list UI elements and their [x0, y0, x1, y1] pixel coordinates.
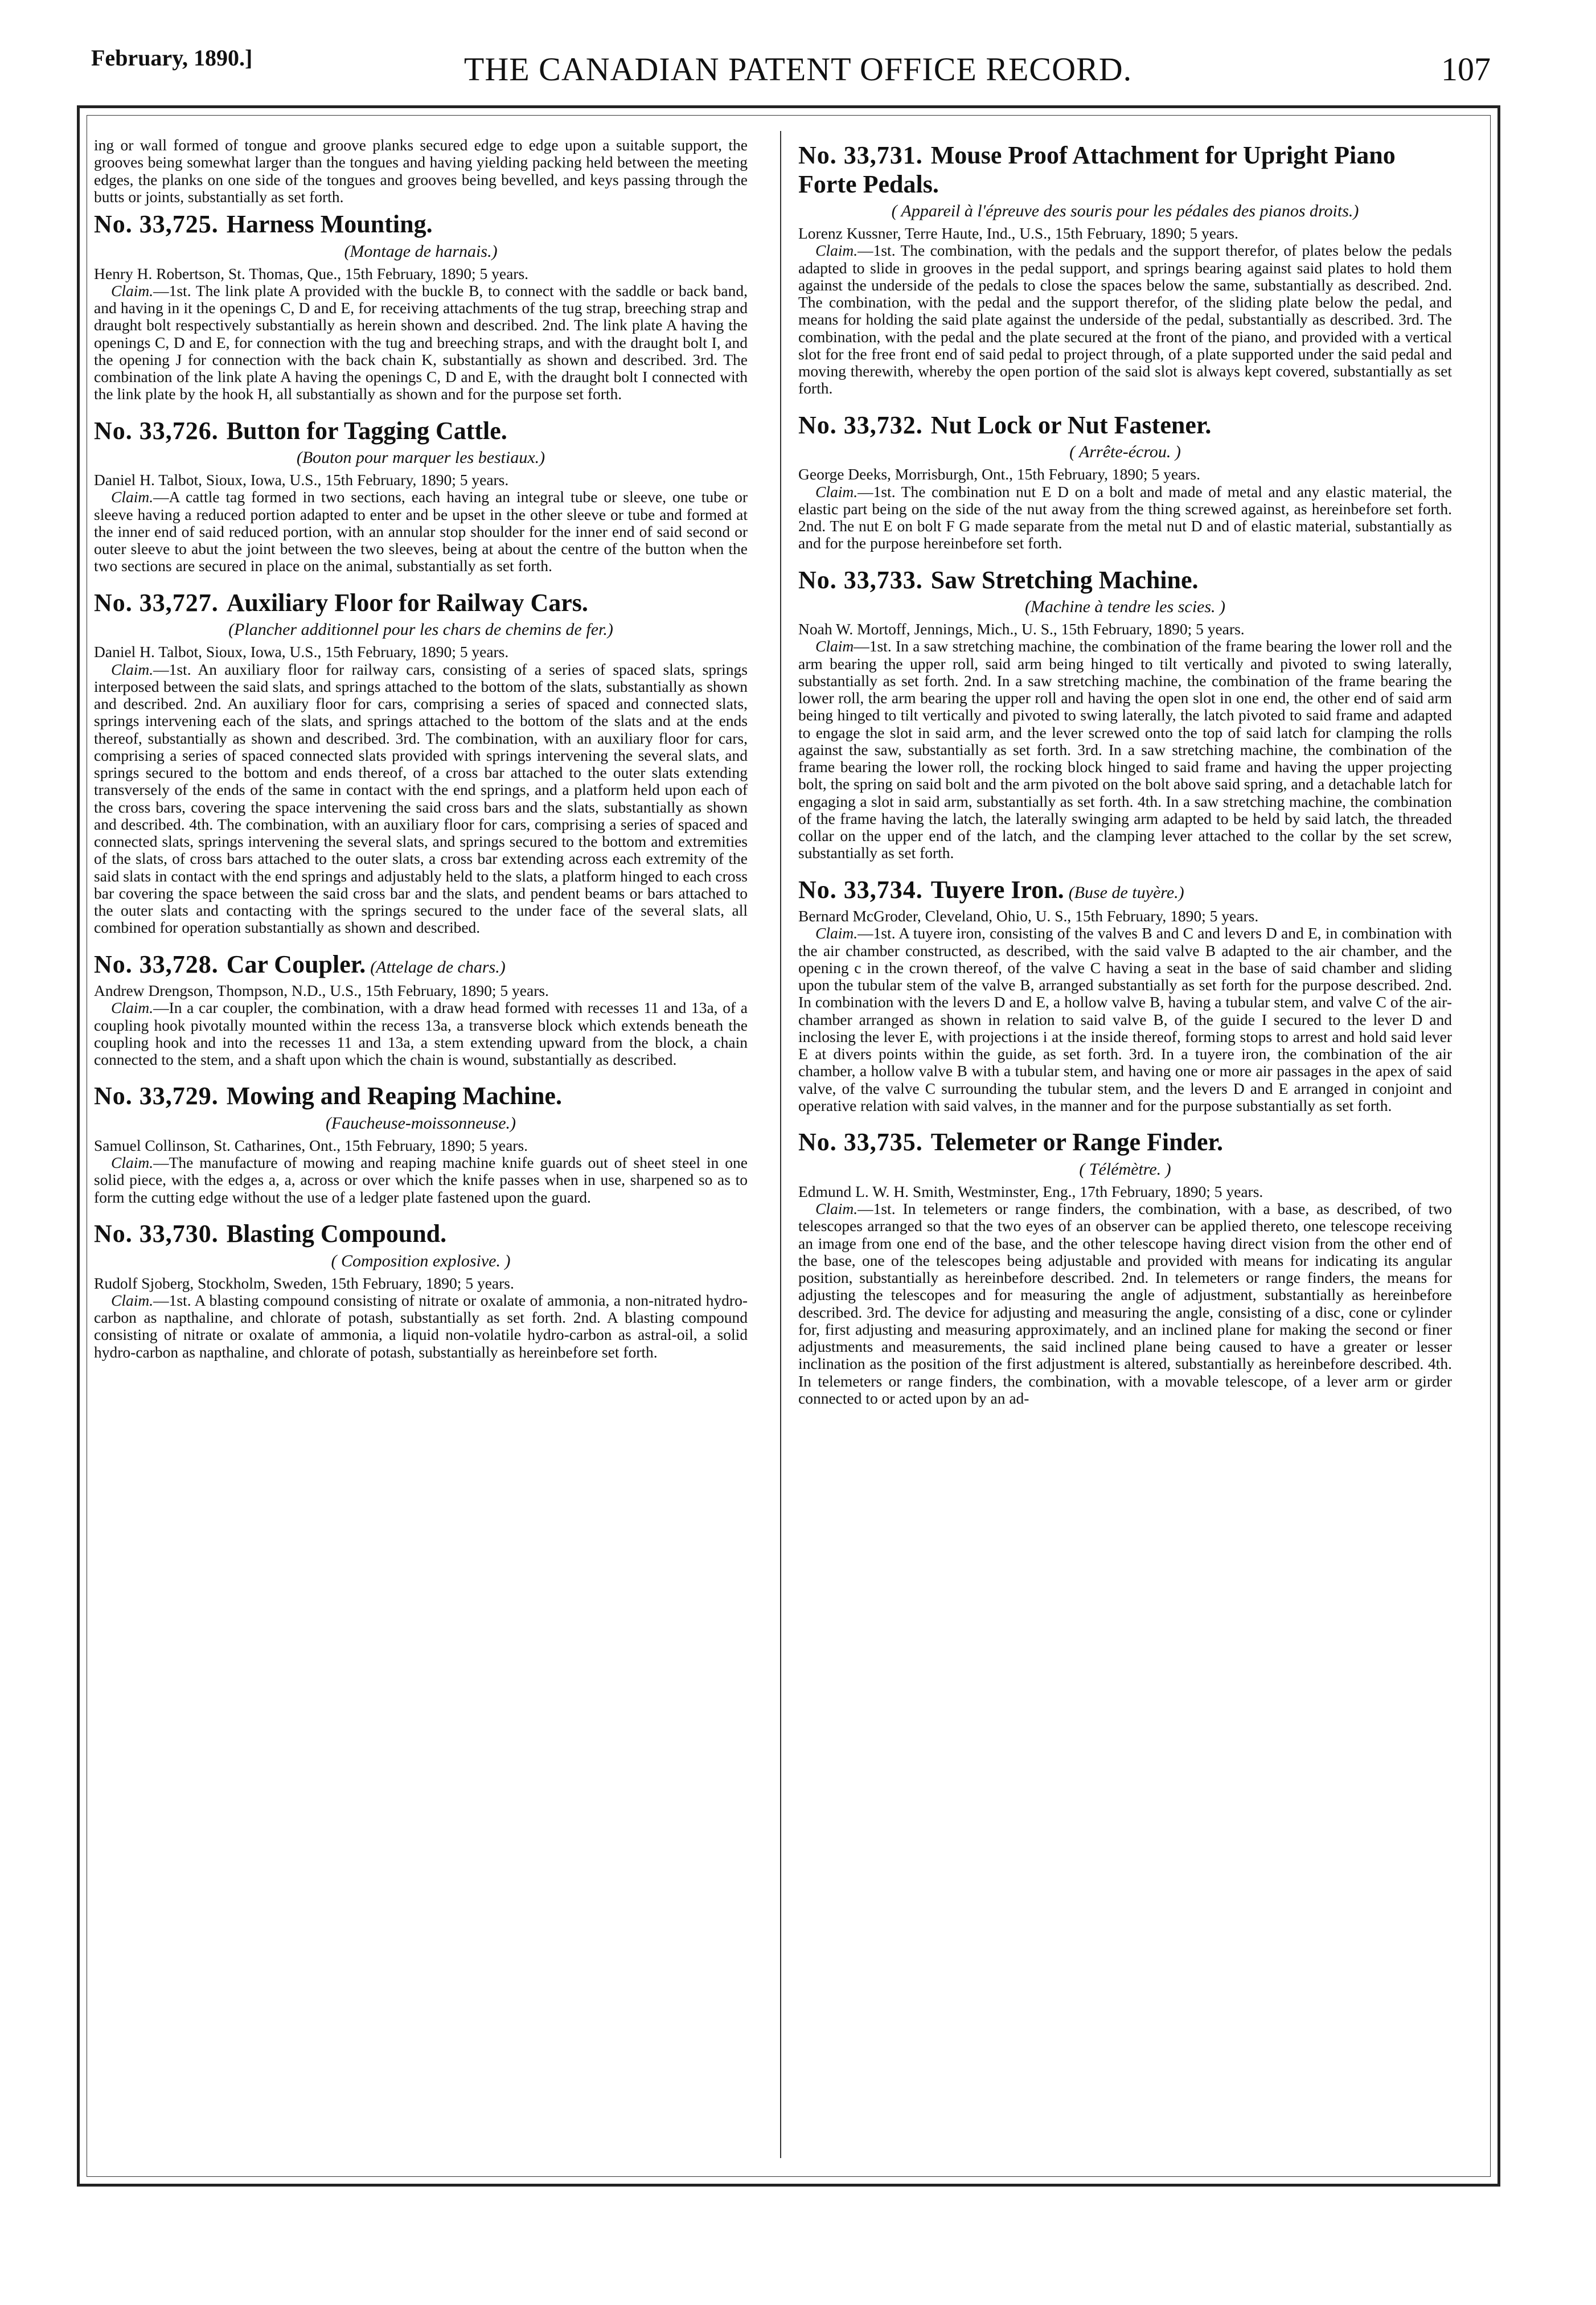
grantee-line: Lorenz Kussner, Terre Haute, Ind., U.S., 15th February, 1890; 5 years.	[798, 224, 1238, 243]
entry-heading	[798, 566, 1452, 595]
claim-label: Claim.	[815, 241, 858, 260]
french-title: ( Télémètre. )	[1079, 1159, 1171, 1179]
claim-label: Claim.	[111, 999, 154, 1017]
patent-title: Mowing and Reaping Machine.	[226, 1082, 562, 1110]
french-title: (Bouton pour marquer les bestiaux.)	[296, 448, 545, 467]
french-title: (Plancher additionnel pour les chars de chemins de fer.)	[228, 620, 613, 639]
patent-entry-33731	[798, 141, 1452, 397]
claim-paragraph	[94, 1292, 748, 1361]
patent-entry-33732	[798, 411, 1452, 552]
patent-number: No. 33,730.	[94, 1219, 219, 1248]
claim-text: —1st. The combination nut E D on a bolt and made of metal and any elastic material, the elastic part being on the side of the nut away from the thing screwed against, as hereinbefore set forth. 2nd. The nut E on bolt F G made separate from the metal nut D and of elastic material, substantially as and for the purpose hereinbefore set forth.	[798, 482, 1452, 552]
claim-paragraph	[798, 483, 1452, 552]
patent-entry-33730	[94, 1220, 748, 1361]
claim-paragraph	[94, 999, 748, 1068]
grantee-line: Bernard McGroder, Cleveland, Ohio, U. S., 15th February, 1890; 5 years.	[798, 907, 1259, 925]
french-title: (Montage de harnais.)	[344, 241, 498, 261]
continued-claim-text: ing or wall formed of tongue and groove planks secured edge to edge upon a suitable support, the grooves being somewhat larger than the tongues and having yielding packing held between the meeting edges, the planks on one side of the tongues and grooves being bevelled, and keys passing through the butts or joints, substantially as set forth.	[94, 137, 748, 206]
page-header	[0, 0, 1596, 114]
claim-label: Claim.	[111, 281, 154, 300]
entry-heading	[94, 1082, 748, 1111]
french-title-inline: (Attelage de chars.)	[370, 957, 506, 977]
claim-text: —1st. In telemeters or range finders, the combination, with a base, as described, of two telescopes arranged so that the two eyes of an observer can be applied thereto, one telescope receiving an image from one end of the base, and the other telescope having direct vision from the other end of the base, one of the telescopes being adjustable and provided with means for indicating its angular position, substantially as hereinbefore described. 2nd. In telemeters or range finders, the means for adjusting the telescopes and for measuring the angle of adjustment, substantially as hereinbefore described. 3rd. The device for adjusting and measuring the angle, consisting of a disc, cone or cylinder for, first adjusting and measuring approximately, and an inclined plane for making the second or finer adjustments and measurements, the said inclined plane being caused to have a greater or lesser inclination as the position of the first adjustment is altered, substantially as hereinbefore described. 4th. In telemeters or range finders, the combination, with a movable telescope, of a lever arm or girder connected to or acted upon by an ad-	[798, 1200, 1452, 1407]
entry-heading	[798, 876, 1452, 905]
publication-title: THE CANADIAN PATENT OFFICE RECORD.	[463, 51, 1133, 88]
patent-title: Button for Tagging Cattle.	[226, 416, 507, 445]
patent-title: Saw Stretching Machine.	[930, 565, 1199, 594]
grantee-line: Daniel H. Talbot, Sioux, Iowa, U.S., 15th February, 1890; 5 years.	[94, 643, 509, 661]
patent-number: No. 33,735.	[798, 1128, 923, 1156]
patent-entry-33725	[94, 210, 748, 403]
patent-entry-33735	[798, 1128, 1452, 1407]
column-divider	[780, 131, 781, 2158]
claim-text: —1st. In a saw stretching machine, the combination of the frame bearing the lower roll and the arm bearing the upper roll, said arm being hinged to tilt vertically and pivoted to swing laterally, substantially as set forth. 2nd. In a saw stretching machine, the combination of the frame bearing the lower roll, the arm bearing the upper roll and having the open slot in one end, the other end of said arm being hinged to tilt vertically and pivoted to swing laterally, the latch pivoted to said frame and adapted to engage the slot in said arm, and the lever screwed onto the top of said latch for clamping the rolls against the saw, substantially as set forth. 3rd. In a saw stretching machine, the combination of the frame bearing the lower roll, the rocking block hinged to said frame and having the upper projecting bolt, the spring on said bolt and the arm pivoted on the bolt above said spring, and a detachable latch for engaging a slot in said arm, substantially as set forth. 4th. In a saw stretching machine, the combination of the frame having the latch, the laterally swinging arm adapted to be held by said latch, the threaded collar on the upper end of the latch, and the clamping lever attached to the collar by the set screw, substantially as set forth.	[798, 637, 1452, 862]
grantee-line: Noah W. Mortoff, Jennings, Mich., U. S., 15th February, 1890; 5 years.	[798, 620, 1245, 638]
entry-heading	[798, 411, 1452, 440]
claim-label: Claim.	[815, 482, 858, 501]
grantee-line: Henry H. Robertson, St. Thomas, Que., 15th February, 1890; 5 years.	[94, 264, 529, 282]
page-frame	[77, 105, 1500, 2187]
claim-text: —1st. An auxiliary floor for railway cars, consisting of a series of spaced slats, springs interposed between the said slats, and springs attached to the bottom of the slats, substantially as shown and described. 2nd. An auxiliary floor for cars, comprising a series of spaced and connected slats, springs intervening each of the slats, and springs attached to the bottom of the slats and at the ends thereof, substantially as shown and described. 3rd. The combination, with an auxiliary floor for cars, comprising a series of spaced connected slats provided with springs intervening the several slats, and springs secured to the bottom and ends thereof, of a cross bar attached to the outer slats extending transversely of the ends of the same in contact with the end springs, and a platform held upon each of the cross bars, covering the space intervening the said cross bars and the slats, substantially as shown and described. 4th. The combination, with an auxiliary floor for cars, comprising a series of spaced and connected slats, springs intervening the several slats, and springs secured to the bottom and extremities of the slats, of cross bars attached to the outer slats, a cross bar extending across each extremity of the said slats in contact with the end springs and adjustably held to the slats, a platform hinged to each cross bar covering the space between the said cross bar and the slats, and pendent beams or bars attached to the outer slats and contacting with the springs secured to the under face of the several slats, all combined for operation substantially as shown and described.	[94, 660, 748, 937]
patent-entry-33733	[798, 566, 1452, 862]
patent-entry-33728	[94, 950, 748, 1069]
page-number: 107	[1441, 51, 1491, 88]
patent-number: No. 33,731.	[798, 141, 923, 169]
claim-text: —A cattle tag formed in two sections, each having an integral tube or sleeve, one tube or sleeve having a reduced portion adapted to enter and be upset in the other sleeve or tube and formed at the inner end of said reduced portion, with an annular stop shoulder for the inner end of said second or outer sleeve to abut the joint between the two sleeves, being at about the centre of the button when the two sections are secured in place on the animal, substantially as set forth.	[94, 488, 748, 575]
patent-title: Tuyere Iron.	[930, 875, 1064, 904]
left-column	[94, 137, 748, 2150]
claim-label: Claim.	[111, 1154, 154, 1172]
patent-title: Mouse Proof Attachment for Upright Piano Forte Pedals.	[798, 141, 1396, 198]
patent-number: No. 33,733.	[798, 565, 923, 594]
patent-number: No. 33,727.	[94, 588, 219, 617]
grantee-line: Rudolf Sjoberg, Stockholm, Sweden, 15th February, 1890; 5 years.	[94, 1274, 514, 1292]
entry-heading	[798, 1128, 1452, 1157]
claim-paragraph	[94, 489, 748, 575]
entry-heading	[94, 950, 748, 979]
entry-heading	[94, 589, 748, 618]
grantee-line: Samuel Collinson, St. Catharines, Ont., 15th February, 1890; 5 years.	[94, 1136, 528, 1154]
french-title: ( Composition explosive. )	[331, 1251, 511, 1270]
french-title: (Machine à tendre les scies. )	[1024, 597, 1226, 617]
patent-number: No. 33,734.	[798, 875, 923, 904]
patent-title: Car Coupler.	[226, 950, 366, 978]
entry-heading	[94, 210, 748, 239]
claim-paragraph	[798, 925, 1452, 1114]
patent-entry-33734	[798, 876, 1452, 1115]
claim-label: Claim.	[815, 924, 858, 942]
claim-paragraph	[94, 661, 748, 937]
patent-number: No. 33,732.	[798, 411, 923, 439]
claim-text: —1st. A tuyere iron, consisting of the valves B and C and levers D and E, in combination with the air chamber constructed, as described, with the said valve B adapted to the air chamber, and the opening c in the crown thereof, of the valve C having a seat in the base of said chamber and sliding upon the tubular stem of the valve B, arranged substantially as set forth for the purpose described. 2nd. In combination with the levers D and E, a hollow valve B, having a tubular stem, and valve C of the air-chamber arranged as shown in relation to said valve B, of the guide I secured to the lever D and inclosing the lever E, with projections i at the inside thereof, forming stops to arrest and hold said lever E at divers points within the guide, as set forth. 3rd. In a tuyere iron, the combination of the air chamber, a hollow valve B with a tubular stem, and having one or more air passages in the apex of said valve, of the valve C surrounding the tubular stem, and the levers D and E arranged in conjoint and operative relation with said valves, in the manner and for the purpose substantially as set forth.	[798, 924, 1452, 1114]
patent-title: Telemeter or Range Finder.	[930, 1128, 1224, 1156]
patent-number: No. 33,728.	[94, 950, 219, 978]
patent-number: No. 33,725.	[94, 210, 219, 238]
patent-entry-33727	[94, 589, 748, 937]
patent-title: Harness Mounting.	[226, 210, 433, 238]
claim-label: Claim	[815, 637, 854, 655]
patent-title: Auxiliary Floor for Railway Cars.	[226, 588, 588, 617]
claim-label: Claim.	[815, 1200, 858, 1218]
patent-number: No. 33,729.	[94, 1082, 219, 1110]
entry-heading	[798, 141, 1452, 199]
claim-paragraph	[798, 638, 1452, 862]
entry-heading	[94, 1220, 748, 1249]
claim-paragraph	[94, 282, 748, 403]
grantee-line: Andrew Drengson, Thompson, N.D., U.S., 15th February, 1890; 5 years.	[94, 982, 549, 1000]
issue-date: February, 1890.]	[91, 45, 253, 71]
grantee-line: Daniel H. Talbot, Sioux, Iowa, U.S., 15th February, 1890; 5 years.	[94, 471, 509, 489]
claim-label: Claim.	[111, 1291, 154, 1309]
claim-text: —1st. The link plate A provided with the buckle B, to connect with the saddle or back band, and having in it the openings C, D and E, for receiving attachments of the tug strap, breeching strap and draught bolt respectively substantially as herein shown and described. 2nd. The link plate A having the openings C, D and E, for connection with the tug and breeching straps, and with the draught bolt I, and the opening J for connection with the back chain K, substantially as shown and described. 3rd. The combination of the link plate A having the openings C, D and E, with the draught bolt I connected with the link plate by the hook H, all substantially as shown and for the purpose set forth.	[94, 281, 748, 403]
claim-paragraph	[94, 1154, 748, 1206]
french-title: ( Appareil à l'épreuve des souris pour les pédales des pianos droits.)	[891, 202, 1359, 221]
claim-text: —1st. The combination, with the pedals and the support therefor, of plates below the pedals adapted to slide in grooves in the pedal support, and springs bearing against said plates to hold them against the underside of the pedals to close the spaces below the same, substantially as described. 2nd. The combination, with the pedal and the support therefor, of the sliding plate below the pedal, and means for holding the said plate against the underside of the pedal, substantially as described. 3rd. The combination, with the pedal and the plate secured at the front of the piano, and provided with a vertical slot for the free front end of said pedal to project through, of a plate supported under the said pedal and moving therewith, whereby the open portion of the said slot is always kept covered, substantially as set forth.	[798, 241, 1452, 397]
right-column	[798, 137, 1452, 2150]
claim-text: —The manufacture of mowing and reaping machine knife guards out of sheet steel in one solid piece, with the edges a, a, across or over which the knife passes when in use, sharpened so as to form the cutting edge without the use of a ledger plate fastened upon the guard.	[94, 1154, 748, 1206]
claim-label: Claim.	[111, 488, 154, 506]
entry-heading	[94, 417, 748, 446]
claim-paragraph	[798, 1200, 1452, 1407]
patent-title: Blasting Compound.	[226, 1219, 447, 1248]
french-title-inline: (Buse de tuyère.)	[1068, 883, 1184, 902]
french-title: (Faucheuse-moissonneuse.)	[325, 1113, 516, 1133]
claim-paragraph	[798, 242, 1452, 397]
patent-entry-33726	[94, 417, 748, 575]
claim-text: —In a car coupler, the combination, with a draw head formed with recesses 11 and 13a, of a coupling hook pivotally mounted within the recess 13a, a transverse block which extends beneath the coupling hook and into the recesses 11 and 13a, a stem extending upward from the block, a chain connected to the stem, and a shaft upon which the chain is wound, substantially as described.	[94, 999, 748, 1069]
patent-number: No. 33,726.	[94, 416, 219, 445]
claim-label: Claim.	[111, 660, 154, 678]
grantee-line: George Deeks, Morrisburgh, Ont., 15th February, 1890; 5 years.	[798, 465, 1200, 483]
claim-text: —1st. A blasting compound consisting of nitrate or oxalate of ammonia, a non-nitrated hydro-carbon as napthaline, and chlorate of potash, substantially as set forth. 2nd. A blasting compound consisting of nitrate or oxalate of ammonia, a liquid non-volatile hydro-carbon as astral-oil, a solid hydro-carbon as napthaline, and chlorate of potash, substantially as hereinbefore set forth.	[94, 1291, 748, 1361]
grantee-line: Edmund L. W. H. Smith, Westminster, Eng., 17th February, 1890; 5 years.	[798, 1182, 1263, 1200]
patent-entry-33729	[94, 1082, 748, 1206]
patent-title: Nut Lock or Nut Fastener.	[930, 411, 1212, 439]
french-title: ( Arrête-écrou. )	[1069, 442, 1181, 462]
